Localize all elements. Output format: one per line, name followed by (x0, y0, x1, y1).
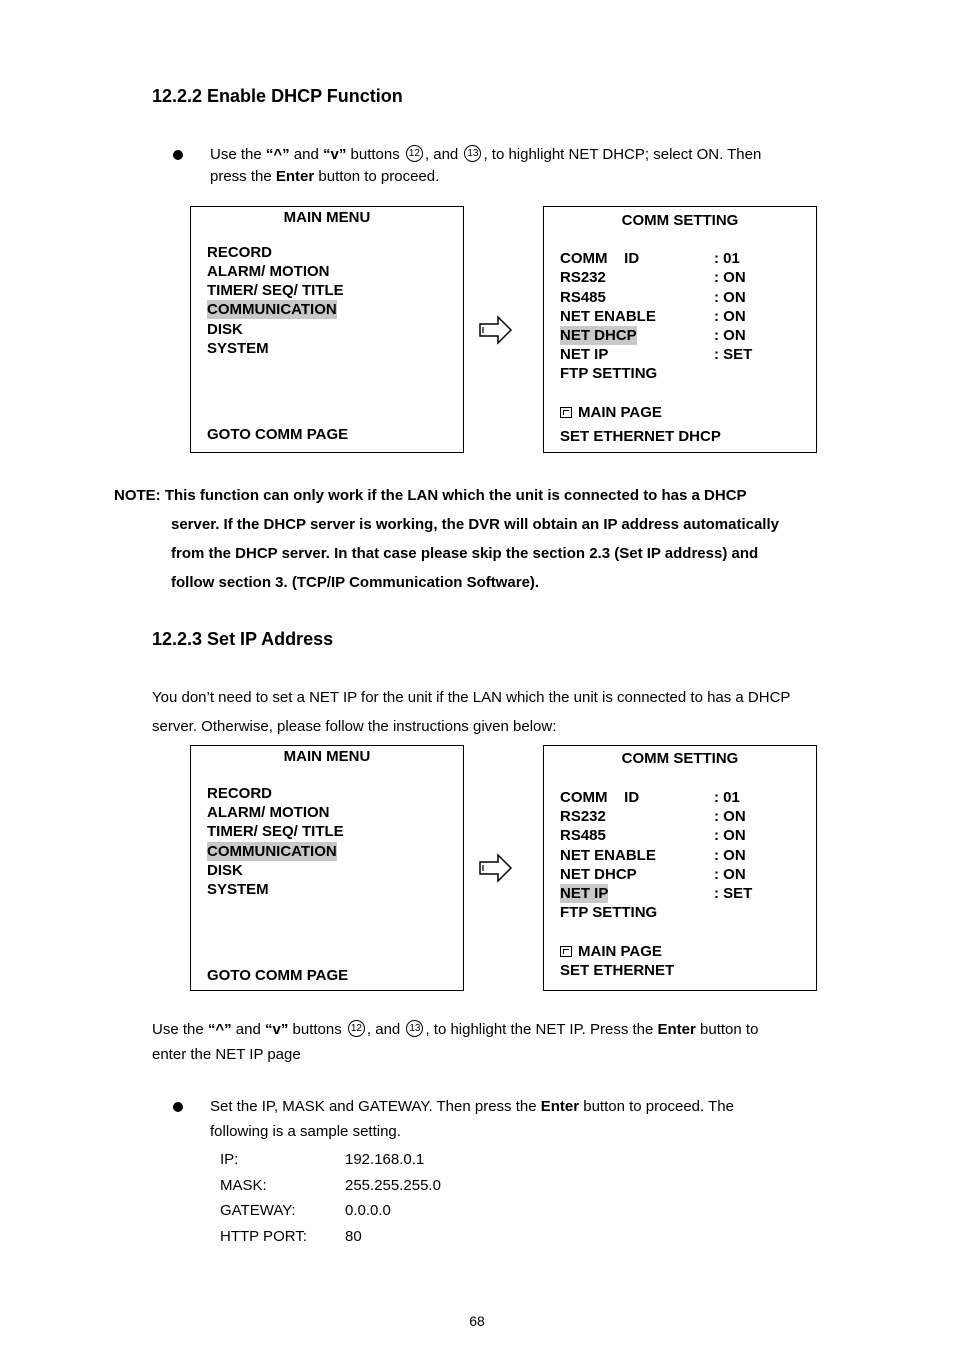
sample-value-mask: 255.255.255.0 (345, 1177, 441, 1194)
comm-row-label: FTP SETTING (560, 904, 658, 921)
comm-row-value: : ON (714, 808, 746, 825)
comm-row-label: NET ENABLE (560, 308, 656, 325)
comm-row-label: NET IP (560, 346, 609, 363)
comm-row-value: : 01 (714, 789, 740, 806)
bullet-icon (173, 150, 183, 160)
comm-row-value: : ON (714, 289, 746, 306)
menu-footer: GOTO COMM PAGE (207, 967, 349, 984)
sample-label-http-port: HTTP PORT: (220, 1228, 307, 1245)
menu-item-communication: COMMUNICATION (207, 843, 337, 860)
main-menu-title: MAIN MENU (283, 209, 371, 226)
circled-13-icon: 13 (464, 145, 481, 162)
step-enable-dhcp: Use the “^” and “v” buttons 12 , and 13 , to highlight NET DHCP; select ON. Then press the Enter button to proceed. (210, 146, 762, 185)
comm-footer: SET ETHERNET DHCP (560, 428, 721, 445)
up-button-label: “^” (265, 146, 290, 163)
circled-12-icon: 12 (406, 145, 423, 162)
sample-value-gateway: 0.0.0.0 (345, 1202, 391, 1219)
comm-row-value: : ON (714, 308, 746, 325)
down-button-label: “v” (323, 146, 347, 163)
page-number: 68 (469, 1313, 485, 1329)
enter-key-label: Enter (275, 168, 315, 185)
bullet-icon (173, 1102, 183, 1112)
comm-row-label: RS485 (560, 289, 606, 306)
comm-row-label: NET DHCP (560, 866, 637, 883)
intro-set-ip: You don’t need to set a NET IP for the unit if the LAN which the unit is connected to has a DHCP server. Otherwise, please follow the instructions given below: (152, 689, 791, 735)
comm-row-label: FTP SETTING (560, 365, 658, 382)
comm-row-value: : SET (714, 885, 753, 902)
page-return-icon (560, 946, 572, 957)
circled-13-icon: 13 (406, 1020, 423, 1037)
comm-row-label: RS232 (560, 269, 606, 286)
sample-value-http-port: 80 (345, 1228, 362, 1245)
menu-item-timer-seq-title: TIMER/ SEQ/ TITLE (207, 823, 344, 840)
comm-row-value: : ON (714, 827, 746, 844)
comm-setting-box (543, 745, 817, 991)
menu-footer: GOTO COMM PAGE (207, 426, 349, 443)
comm-row-label: RS232 (560, 808, 606, 825)
right-arrow-icon (478, 852, 514, 884)
up-button-label: “^” (207, 1021, 232, 1038)
comm-setting-box (543, 206, 817, 453)
menu-item-disk: DISK (207, 321, 243, 338)
right-arrow-icon (478, 314, 514, 346)
enter-key-label: Enter (540, 1098, 580, 1115)
main-menu-box (190, 745, 464, 991)
comm-setting-title: COMM SETTING (621, 212, 739, 229)
down-button-label: “v” (265, 1021, 289, 1038)
menu-item-record: RECORD (207, 785, 273, 802)
menu-item-disk: DISK (207, 862, 243, 879)
menu-item-record: RECORD (207, 244, 273, 261)
main-menu-title: MAIN MENU (283, 748, 371, 765)
circled-12-icon: 12 (348, 1020, 365, 1037)
sample-label-mask: MASK: (220, 1177, 267, 1194)
main-menu-box (190, 206, 464, 453)
main-page-link: MAIN PAGE (560, 403, 662, 422)
menu-item-alarm-motion: ALARM/ MOTION (207, 804, 330, 821)
comm-row-value: : 01 (714, 250, 740, 267)
step-set-ip-mask-gateway: Set the IP, MASK and GATEWAY. Then press the Enter button to proceed. The following is a sample setting. (210, 1098, 734, 1140)
comm-row-label: NET ENABLE (560, 847, 656, 864)
section-title-set-ip: 12.2.3 Set IP Address (152, 629, 334, 649)
page-return-icon (560, 407, 572, 418)
comm-row-label-net-ip: NET IP (560, 885, 609, 902)
sample-label-gateway: GATEWAY: (220, 1202, 296, 1219)
comm-setting-title: COMM SETTING (621, 750, 739, 767)
comm-row-value: : ON (714, 847, 746, 864)
comm-row-value: : ON (714, 866, 746, 883)
comm-row-label: COMM ID (560, 789, 640, 806)
sample-label-ip: IP: (220, 1151, 239, 1168)
comm-row-label: COMM ID (560, 250, 640, 267)
menu-item-system: SYSTEM (207, 881, 269, 898)
menu-item-alarm-motion: ALARM/ MOTION (207, 263, 330, 280)
menu-item-communication: COMMUNICATION (207, 301, 337, 318)
comm-row-value: : ON (714, 327, 746, 344)
section-title-enable-dhcp: 12.2.2 Enable DHCP Function (152, 86, 403, 106)
comm-row-label-net-dhcp: NET DHCP (560, 327, 637, 344)
step-highlight-net-ip: Use the “^” and “v” buttons 12 , and 13 , to highlight the NET IP. Press the Enter button to enter the NET IP page (152, 1021, 759, 1063)
sample-value-ip: 192.168.0.1 (345, 1151, 425, 1168)
comm-row-label: RS485 (560, 827, 606, 844)
comm-footer: SET ETHERNET (560, 962, 675, 979)
menu-item-timer-seq-title: TIMER/ SEQ/ TITLE (207, 282, 344, 299)
enter-key-label: Enter (657, 1021, 696, 1038)
menu-item-system: SYSTEM (207, 340, 269, 357)
comm-row-value: : SET (714, 346, 753, 363)
comm-row-value: : ON (714, 269, 746, 286)
note-block: NOTE: This function can only work if the LAN which the unit is connected to has a DHCP server. If the DHCP server is working, the DVR will obtain an IP address automatically from the DHCP server. In that case please skip the section 2.3 (Set IP address) and follow section 3. (TCP/IP Communication Software). (114, 487, 779, 591)
main-page-link: MAIN PAGE (560, 942, 662, 961)
